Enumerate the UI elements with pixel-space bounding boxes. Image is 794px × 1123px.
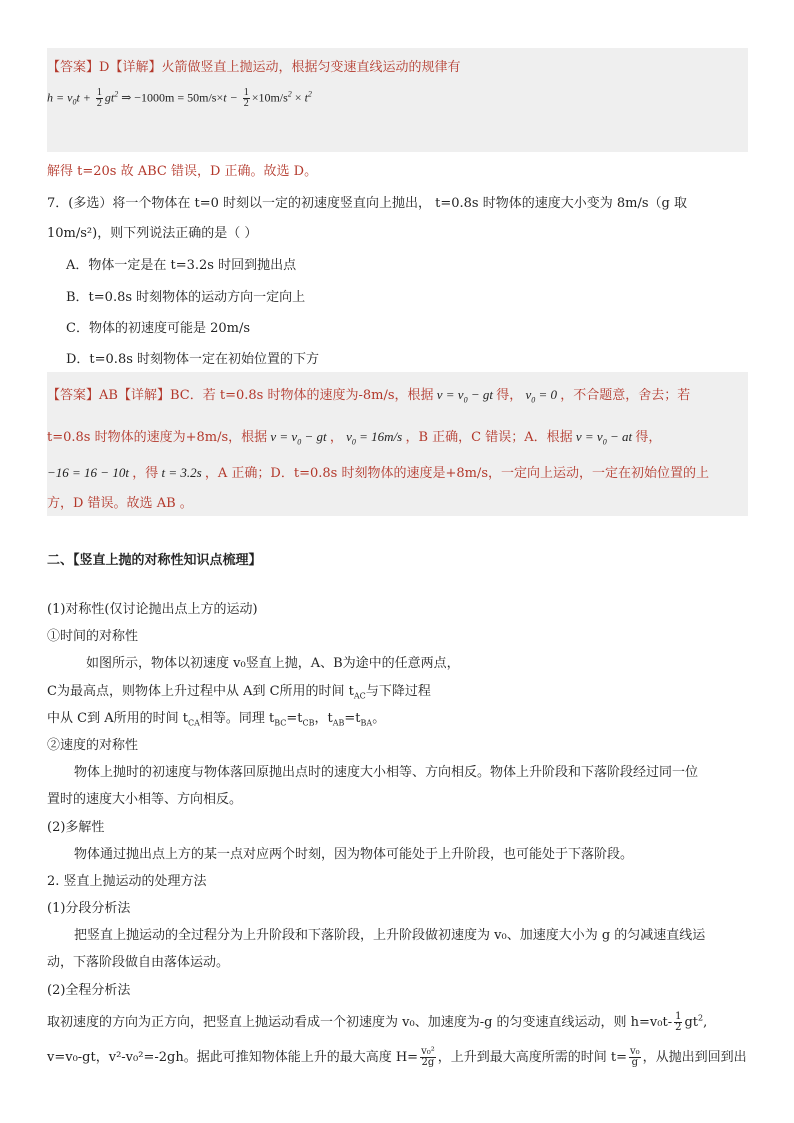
whole-method-heading: (2)全程分析法 bbox=[47, 983, 131, 998]
question-7-line-2: 10m/s²)，则下列说法正确的是（ ） bbox=[47, 226, 258, 241]
para-3: 中从 C到 A所用的时间 $t_{CA}$相等。同理 $t_{BC}=t_{CB}$，$t_{AB}=t_{BA}$。 bbox=[47, 711, 386, 728]
option-c: C．物体的初速度可能是 20m/s bbox=[66, 321, 250, 336]
answer-label: 【答案】 bbox=[47, 388, 100, 403]
answer-6-solve: 解得 t=20s 故 ABC 错误，D 正确。故选 D。 bbox=[47, 164, 318, 179]
multi-solution-heading: (2)多解性 bbox=[47, 820, 105, 835]
answer-7-line-1: 【答案】AB【详解】BC．若 t=0.8s 时物体的速度为-8m/s，根据 $v = v_0$ − gt 得， $v_0 = 0$ ，不合题意，舍去；若 bbox=[47, 387, 691, 405]
para-10: v=v₀-gt，v²-v₀²=-2gh。据此可推知物体能上升的最大高度 H= $\frac{\text{v₀²}}{2g}$ ，上升到最大高度所需的时间 t= $\frac{\text{v₀}}{g}$ ，从抛出到回到出 bbox=[47, 1046, 747, 1068]
answer-7-line-3: −16 = 16 − 10t ，得 t = 3.2s ，A 正确；D．t=0.8s 时刻物体的速度是+8m/s，一定向上运动，一定在初始位置的上 bbox=[47, 465, 709, 481]
para-1: 如图所示，物体以初速度 v₀竖直上抛，A、B为途中的任意两点， bbox=[86, 656, 460, 671]
time-symmetry-heading: ①时间的对称性 bbox=[47, 629, 139, 644]
answer-label: 【答案】 bbox=[47, 60, 100, 75]
detail-label: 【详解】 bbox=[117, 388, 170, 403]
option-b: B．t=0.8s 时刻物体的运动方向一定向上 bbox=[66, 290, 306, 305]
para-4: 物体上抛时的初速度与物体落回原抛出点时的速度大小相等、方向相反。物体上升阶段和下落阶段经过同一位 bbox=[74, 765, 699, 780]
answer-7-line-4: 方，D 错误。故选 AB 。 bbox=[47, 496, 193, 511]
answer-6-line bbox=[47, 56, 460, 75]
section-2-title: 二、【竖直上抛的对称性知识点梳理】 bbox=[47, 553, 262, 568]
para-5: 置时的速度大小相等、方向相反。 bbox=[47, 792, 243, 807]
para-7: 把竖直上抛运动的全过程分为上升阶段和下落阶段，上升阶段做初速度为 v₀、加速度大小为 g 的匀减速直线运 bbox=[74, 928, 706, 943]
segment-method-heading: (1)分段分析法 bbox=[47, 901, 131, 916]
detail-text: 火箭做竖直上抛运动，根据匀变速直线运动的规律有 bbox=[161, 60, 461, 75]
question-7-line-1: 7．(多选）将一个物体在 t=0 时刻以一定的初速度竖直向上抛出， t=0.8s 时物体的速度大小变为 8m/s（g 取 bbox=[47, 196, 687, 211]
option-a: A．物体一定是在 t=3.2s 时回到抛出点 bbox=[66, 258, 297, 273]
answer-choice: AB bbox=[99, 388, 118, 403]
para-9: 取初速度的方向为正方向，把竖直上抛运动看成一个初速度为 v₀、加速度为-g 的匀变速直线运动，则 h=v₀t- $\frac{1}{2}$ $gt^2$, bbox=[47, 1011, 708, 1033]
detail-label: 【详解】 bbox=[109, 60, 162, 75]
option-d: D．t=0.8s 时刻物体一定在初始位置的下方 bbox=[66, 352, 320, 367]
answer-choice: D bbox=[99, 60, 110, 75]
answer-6-formula: $h = v_0t$ + $\frac{1}{2}$ $gt^2$ ⇒ −1000m = 50m/s×t − $\frac{1}{2}$ $\times 10m/s^2 \times t^2$ bbox=[47, 87, 312, 109]
velocity-symmetry-heading: ②速度的对称性 bbox=[47, 738, 139, 753]
answer-7-line-2: t=0.8s 时物体的速度为+8m/s，根据 $v = v_0$ − gt ， $v_0 = 16m/s$ ，B 正确，C 错误；A．根据 $v = v_0$ − at 得， bbox=[47, 429, 662, 447]
symmetry-heading: (1)对称性(仅讨论抛出点上方的运动) bbox=[47, 602, 258, 617]
para-6: 物体通过抛出点上方的某一点对应两个时刻，因为物体可能处于上升阶段，也可能处于下落阶段。 bbox=[74, 847, 634, 862]
para-8: 动，下落阶段做自由落体运动。 bbox=[47, 955, 230, 970]
method-heading: 2. 竖直上抛运动的处理方法 bbox=[47, 874, 207, 889]
para-2: C为最高点，则物体上升过程中从 A到 C所用的时间 $t_{AC}$与下降过程 bbox=[47, 684, 431, 701]
